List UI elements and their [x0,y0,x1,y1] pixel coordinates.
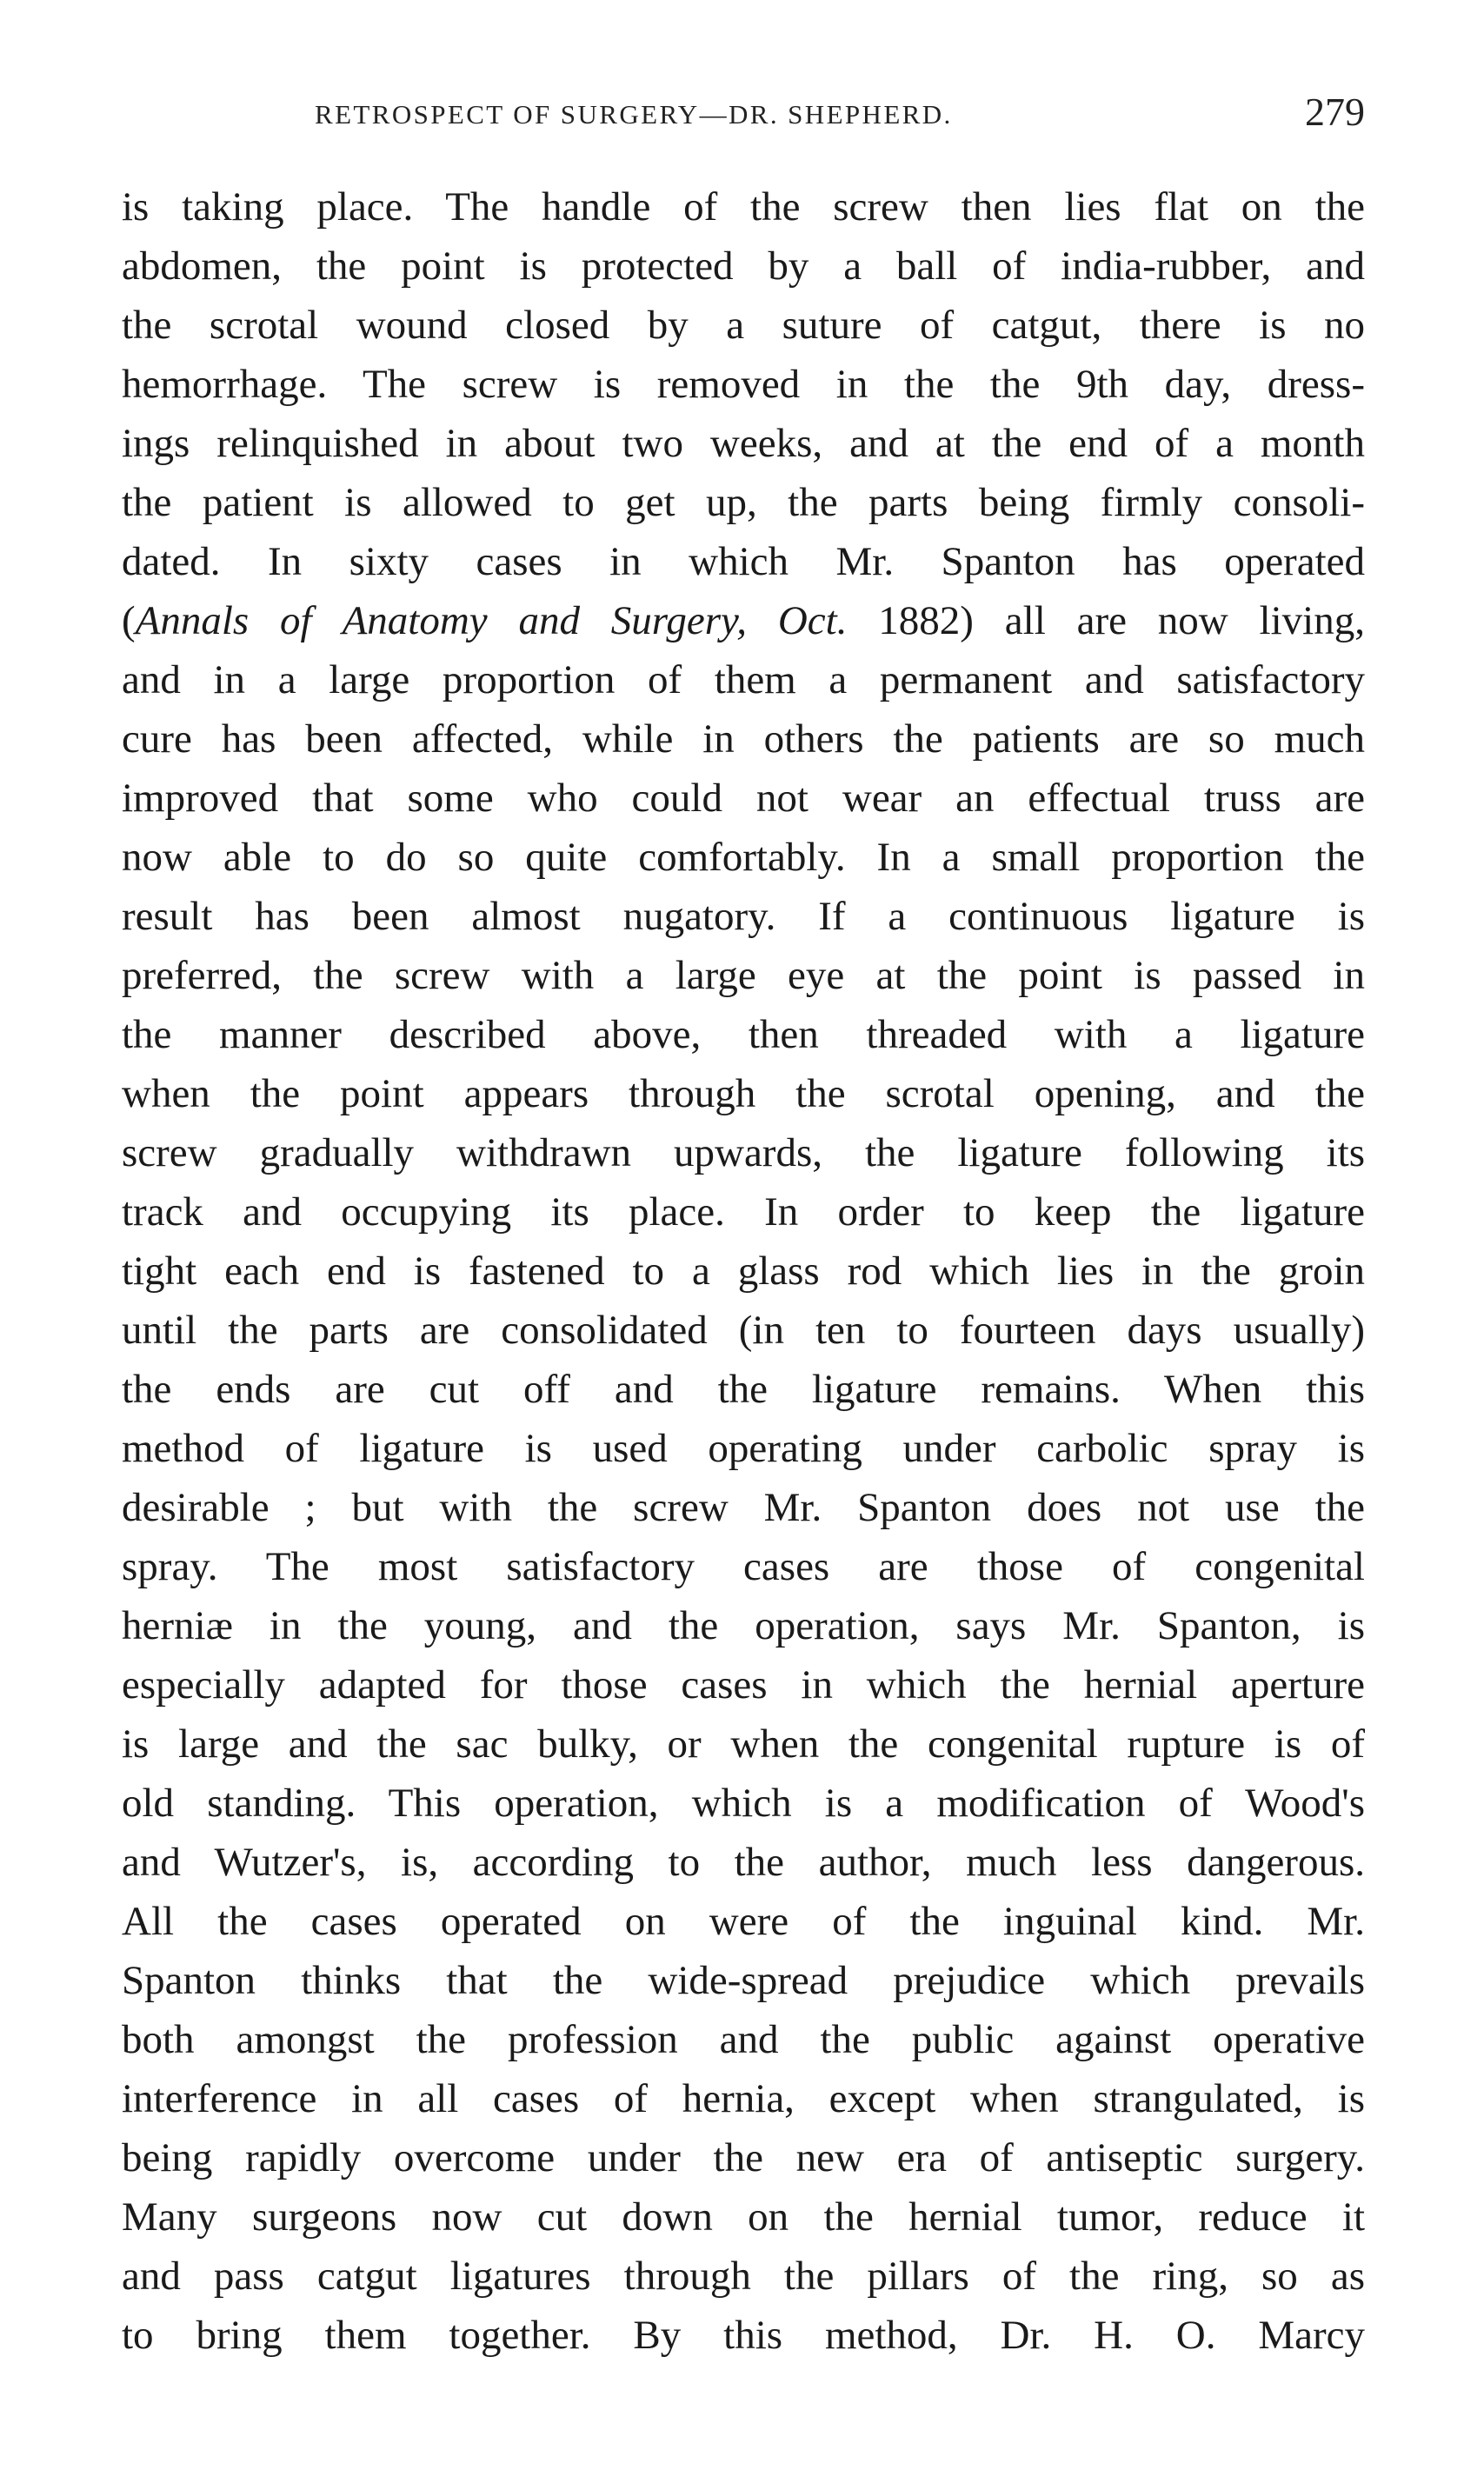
body-paragraph [122,177,1365,2365]
text-line: when the point appears through the scrotal opening, and the [122,1071,1365,1116]
text-line: is large and the sac bulky, or when the congenital rupture is of [122,1721,1365,1767]
running-title: RETROSPECT OF SURGERY—DR. SHEPHERD. [315,99,953,130]
text-line: now able to do so quite comfortably. In a small proportion the [122,835,1365,880]
text-line: tight each end is fastened to a glass rod which lies in the groin [122,1248,1365,1294]
text-line: and pass catgut ligatures through the pillars of the ring, so as [122,2254,1365,2299]
text-line: hemorrhage. The screw is removed in the the 9th day, dress- [122,362,1365,407]
running-header [122,83,1365,144]
text-line: desirable ; but with the screw Mr. Spanton does not use the [122,1485,1365,1530]
text-line: improved that some who could not wear an effectual truss are [122,776,1365,821]
text-line: spray. The most satisfactory cases are those of congenital [122,1544,1365,1589]
text-line: the ends are cut off and the ligature remains. When this [122,1367,1365,1412]
text-line: being rapidly overcome under the new era of antiseptic surgery. [122,2135,1365,2180]
text-line: track and occupying its place. In order to keep the ligature [122,1189,1365,1235]
text-line: and Wutzer's, is, according to the author, much less dangerous. [122,1840,1365,1885]
text-line: to bring them together. By this method, Dr. H. O. Marcy [122,2313,1365,2358]
text-line: old standing. This operation, which is a modification of Wood's [122,1781,1365,1826]
text-line: the patient is allowed to get up, the parts being firmly consoli- [122,480,1365,525]
page-number: 279 [1305,90,1365,134]
text-line: the manner described above, then threaded with a ligature [122,1012,1365,1057]
text-line: ings relinquished in about two weeks, and at the end of a month [122,421,1365,466]
text-line: preferred, the screw with a large eye at the point is passed in [122,953,1365,998]
citation-rest: 1882) all are now living, [847,598,1365,643]
text-line: method of ligature is used operating under carbolic spray is [122,1426,1365,1471]
text-line: is taking place. The handle of the screw then lies flat on the [122,184,1365,230]
text-line: both amongst the profession and the public against operative [122,2017,1365,2062]
citation-open-paren: ( [122,598,136,643]
text-line: abdomen, the point is protected by a ball of india-rubber, and [122,243,1365,289]
text-line: until the parts are consolidated (in ten to fourteen days usually) [122,1308,1365,1353]
text-line: All the cases operated on were of the inguinal kind. Mr. [122,1899,1365,1944]
text-line: especially adapted for those cases in which the hernial aperture [122,1662,1365,1708]
text-line: the scrotal wound closed by a suture of catgut, there is no [122,303,1365,348]
text-line: screw gradually withdrawn upwards, the ligature following its [122,1130,1365,1175]
text-line: and in a large proportion of them a permanent and satisfactory [122,657,1365,702]
text-line: interference in all cases of hernia, except when strangulated, is [122,2076,1365,2121]
text-line: Many surgeons now cut down on the hernial tumor, reduce it [122,2194,1365,2240]
journal-citation: Annals of Anatomy and Surgery, Oct. [135,598,848,643]
text-line: herniæ in the young, and the operation, says Mr. Spanton, is [122,1603,1365,1648]
citation-line [122,591,1365,650]
text-line: result has been almost nugatory. If a continuous ligature is [122,894,1365,939]
text-line: Spanton thinks that the wide-spread prejudice which prevails [122,1958,1365,2003]
text-line: dated. In sixty cases in which Mr. Spanton has operated [122,539,1365,584]
text-line: cure has been affected, while in others the patients are so much [122,716,1365,762]
